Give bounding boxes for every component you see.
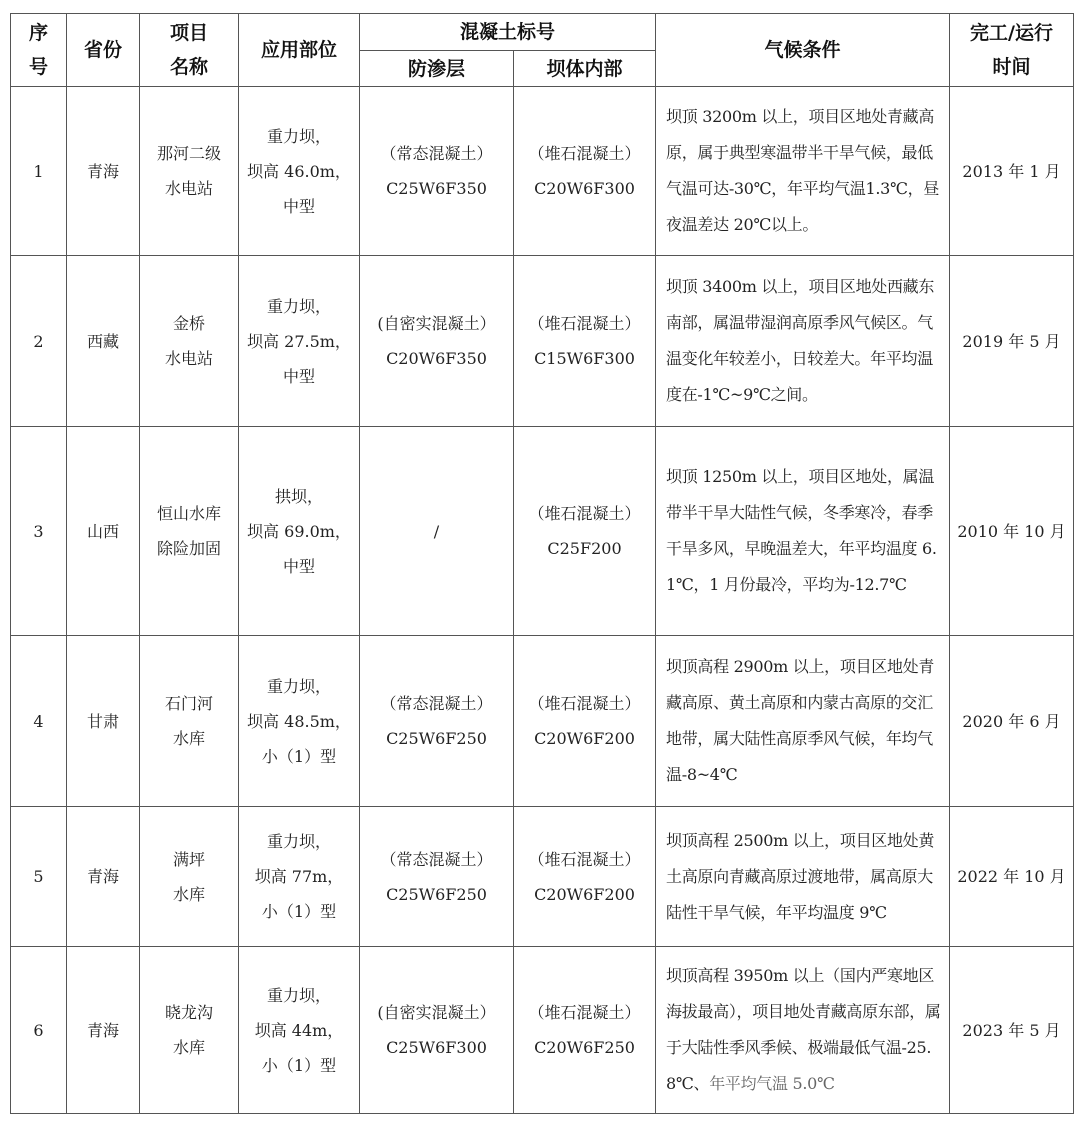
cell-completion: 2020 年 6 月: [950, 636, 1074, 807]
cell-interior: （堆石混凝土） C20W6F200: [514, 636, 656, 807]
cell-province: 甘肃: [67, 636, 140, 807]
header-concrete-grade: 混凝土标号: [360, 14, 656, 51]
cell-application: 重力坝， 坝高 77m， 小（1）型: [239, 807, 360, 947]
cell-project: 满坪 水库: [140, 807, 239, 947]
cell-project: 那河二级 水电站: [140, 87, 239, 256]
cell-seepage: （常态混凝土） C25W6F250: [360, 807, 514, 947]
cell-climate: [656, 427, 950, 636]
cell-seepage: (自密实混凝土） C25W6F300: [360, 947, 514, 1114]
climate-text: 坝顶高程 3950m 以上（国内严寒地区海拔最高），项目地处青藏高原东部，属于大陆性季风季候、极端最低气温-25.8℃、: [666, 966, 941, 1093]
cell-seq: 2: [11, 256, 67, 427]
table-row: [11, 87, 1074, 256]
cell-climate: [656, 947, 950, 1114]
cell-province: 西藏: [67, 256, 140, 427]
cell-seepage: （常态混凝土） C25W6F250: [360, 636, 514, 807]
cell-completion: 2022 年 10 月: [950, 807, 1074, 947]
climate-text: 坝顶 1250m 以上，项目区地处，属温带半干旱大陆性气候，冬季寒冷，春季干旱多风，早晚温差大，年平均温度 6.1℃，1 月份最冷，平均为-12.7℃: [666, 467, 937, 594]
cell-climate: [656, 87, 950, 256]
cell-project: 金桥 水电站: [140, 256, 239, 427]
cell-province: 青海: [67, 807, 140, 947]
cell-province: 青海: [67, 947, 140, 1114]
cell-seq: 5: [11, 807, 67, 947]
cell-climate: [656, 256, 950, 427]
table-row: [11, 427, 1074, 636]
cell-interior: （堆石混凝土） C20W6F300: [514, 87, 656, 256]
header-dam-interior: 坝体内部: [514, 51, 656, 87]
cell-interior: （堆石混凝土） C15W6F300: [514, 256, 656, 427]
cell-completion: 2019 年 5 月: [950, 256, 1074, 427]
header-row-top: [11, 14, 1074, 51]
cell-application: 拱坝， 坝高 69.0m， 中型: [239, 427, 360, 636]
cell-application: 重力坝， 坝高 48.5m， 小（1）型: [239, 636, 360, 807]
cell-interior: （堆石混凝土） C20W6F250: [514, 947, 656, 1114]
cell-completion: 2023 年 5 月: [950, 947, 1074, 1114]
cell-application: 重力坝， 坝高 27.5m， 中型: [239, 256, 360, 427]
header-seq: 序 号: [11, 14, 67, 87]
cell-climate: [656, 807, 950, 947]
header-project: 项目 名称: [140, 14, 239, 87]
header-application: 应用部位: [239, 14, 360, 87]
cell-province: 青海: [67, 87, 140, 256]
table-row: [11, 256, 1074, 427]
table-row: [11, 636, 1074, 807]
climate-text: 坝顶高程 2500m 以上，项目区地处黄土高原向青藏高原过渡地带，属高原大陆性干旱气候，年平均温度 9℃: [666, 830, 935, 922]
climate-text: 坝顶高程 2900m 以上，项目区地处青藏高原、黄土高原和内蒙古高原的交汇地带，属大陆性高原季风气候，年均气温-8~4℃: [666, 657, 935, 784]
cell-climate: [656, 636, 950, 807]
cell-interior: （堆石混凝土） C20W6F200: [514, 807, 656, 947]
header-climate: 气候条件: [656, 14, 950, 87]
table-row: [11, 947, 1074, 1114]
climate-text-tail: 年平均气温 5.0℃: [709, 1074, 835, 1093]
cell-seq: 6: [11, 947, 67, 1114]
cell-seepage: (自密实混凝土） C20W6F350: [360, 256, 514, 427]
cell-project: 石门河 水库: [140, 636, 239, 807]
cell-completion: 2010 年 10 月: [950, 427, 1074, 636]
header-seepage-layer: 防渗层: [360, 51, 514, 87]
cell-application: 重力坝， 坝高 44m， 小（1）型: [239, 947, 360, 1114]
cell-seq: 3: [11, 427, 67, 636]
project-table-container: [10, 13, 1074, 1114]
cell-project: 恒山水库 除险加固: [140, 427, 239, 636]
table-row: [11, 807, 1074, 947]
cell-project: 晓龙沟 水库: [140, 947, 239, 1114]
cell-seepage: /: [360, 427, 514, 636]
cell-application: 重力坝， 坝高 46.0m， 中型: [239, 87, 360, 256]
climate-text: 坝顶 3200m 以上，项目区地处青藏高原，属于典型寒温带半干旱气候，最低气温可达-30℃，年平均气温1.3℃，昼夜温差达 20℃以上。: [666, 107, 940, 234]
cell-completion: 2013 年 1 月: [950, 87, 1074, 256]
header-completion: 完工/运行 时间: [950, 14, 1074, 87]
cell-seepage: （常态混凝土） C25W6F350: [360, 87, 514, 256]
header-province: 省份: [67, 14, 140, 87]
dam-projects-table: [10, 13, 1074, 1114]
cell-seq: 4: [11, 636, 67, 807]
cell-interior: （堆石混凝土） C25F200: [514, 427, 656, 636]
climate-text: 坝顶 3400m 以上，项目区地处西藏东南部，属温带湿润高原季风气候区。气温变化年较差小，日较差大。年平均温度在-1℃~9℃之间。: [666, 277, 935, 404]
cell-seq: 1: [11, 87, 67, 256]
cell-province: 山西: [67, 427, 140, 636]
